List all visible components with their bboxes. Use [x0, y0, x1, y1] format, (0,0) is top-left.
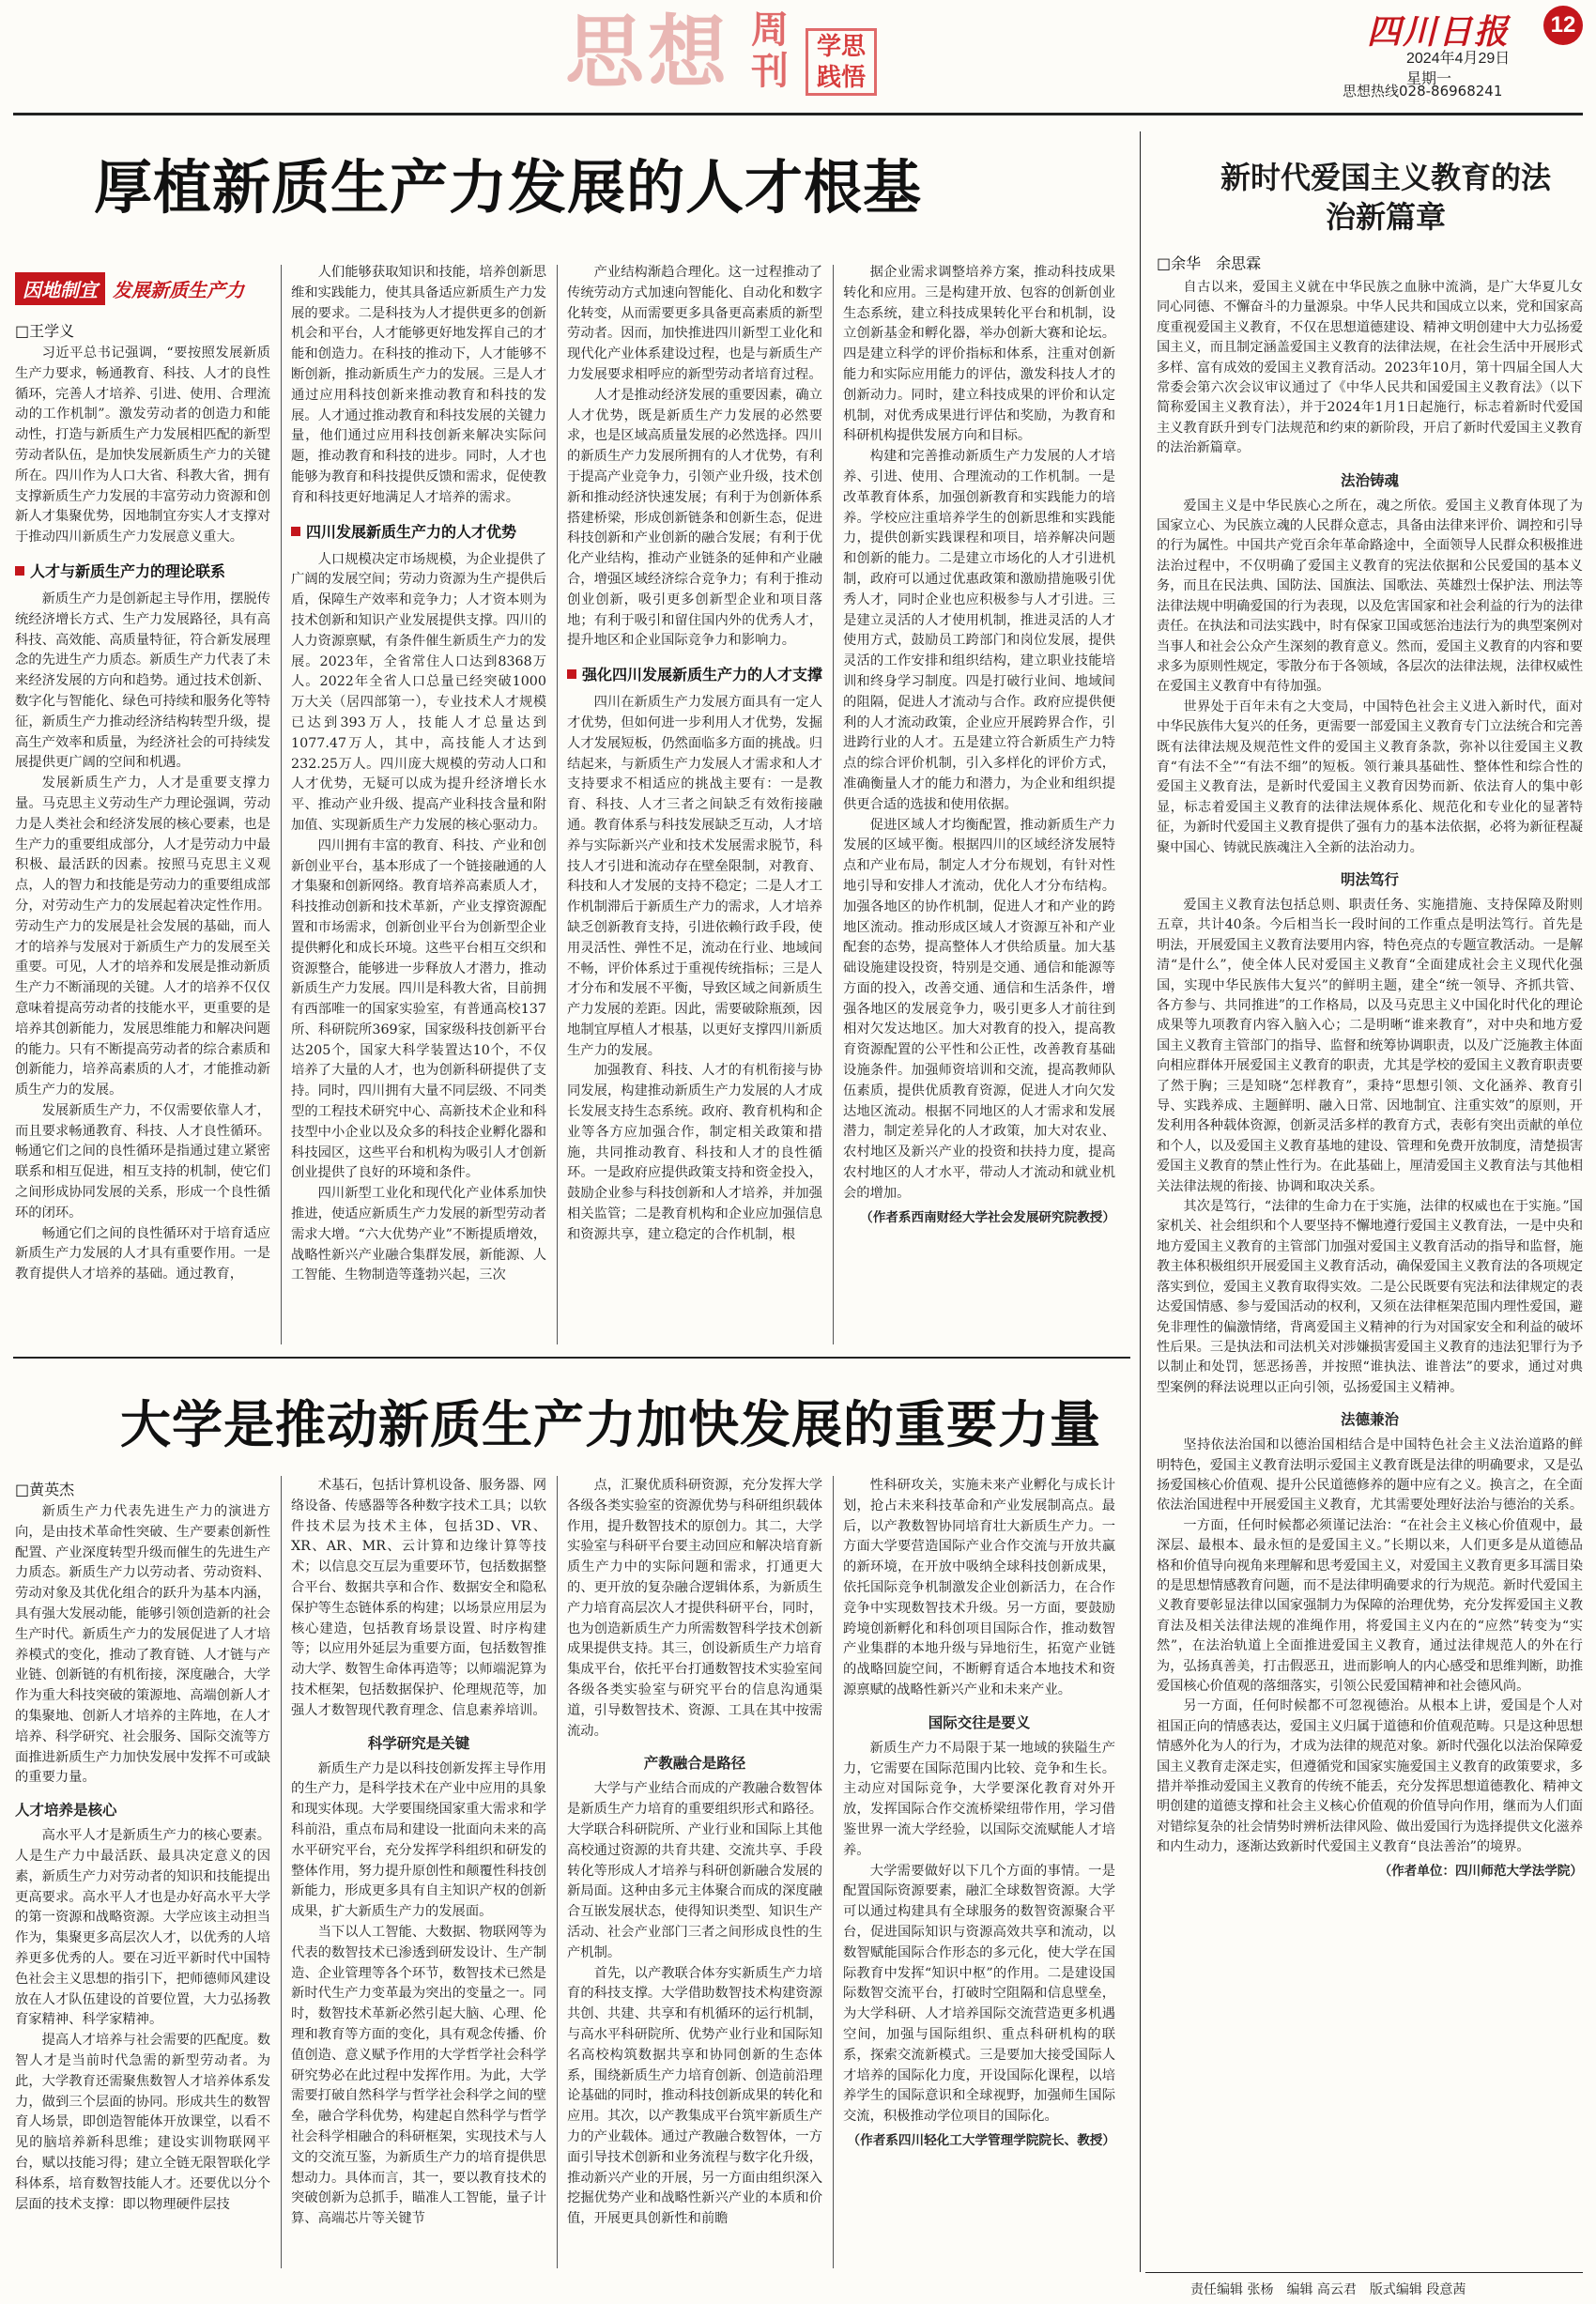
- paragraph: （作者系四川轻化工大学管理学院院长、教授）: [847, 2132, 1115, 2148]
- hotline: 思想热线028-86968241: [1343, 83, 1503, 100]
- column-divider: [833, 1476, 834, 2268]
- paragraph: 四川新型工业化和现代化产业体系加快推进，使适应新质生产力发展的新型劳动者需求大增。“六大优势产业”不断提质增效，战略性新兴产业融合集群发展，新能源、人工智能、生物制造等蓬勃兴起，三次: [291, 1186, 546, 1283]
- paragraph: 新质生产力是以科技创新发挥主导作用的生产力，是科学技术在产业中应用的具象和现实体现。大学要围绕国家重大需求和学科前沿，重点布局和建设一批面向未来的高水平研究平台，充分发挥学科组织和研发的整体作用，努力提升原创性和颠覆性科技创新能力，形成更多具有自主知识产权的创新成果，扩大新质生产力的发展面。: [291, 1760, 546, 1920]
- page-number-badge: 12: [1543, 6, 1583, 45]
- subheading: 产教融合是路径: [643, 1755, 746, 1773]
- paragraph: 一方面，任何时候都必须谨记法治：“在社会主义核心价值观中，最深层、最根本、最永恒的是爱国主义。”长期以来，人们更多是从道德品格和价值导向视角来理解和思考爱国主义，对爱国主义教育更多耳濡目染的是思想情感教育问题，而不是法律明确要求的行为规范。新时代爱国主义教育要彰显法律以国家强制力为保障的治理优势，充分发挥爱国主义教育法及相关法律法规的准绳作用，将爱国主义内在的“应然”转变为“实然”，在法治轨道上全面推进爱国主义教育，通过法律规范人的外在行为，弘扬真善美，打击假恶丑，进而影响人的内心感受和思维判断，助推爱国核心价值观的落细落实，引领公民爱国精神和社会德风尚。: [1157, 1517, 1583, 1694]
- article1-kicker: [15, 272, 244, 305]
- section-title: 思想: [565, 7, 731, 99]
- paragraph: 世界处于百年未有之大变局，中国特色社会主义进入新时代，面对中华民族伟大复兴的任务，更需要一部爱国主义教育专门立法统合和完善既有法律法规及规范性文件的爱国主义教育条款，弥补以往爱国主义教育“有法不全”“有法不细”的短板。领行兼具基础性、整体性和综合性的爱国主义教育法，是新时代爱国主义教育因势而新、依法育人的集中彰显，标志着爱国主义教育的法律法规体系化、规范化和专业化的显著特征，为新时代爱国主义教育提供了强有力的基本法依据，必将为新征程凝聚中国心、铸就民族魂注入全新的法治动力。: [1157, 699, 1583, 855]
- subheading: 法德兼治: [1340, 1411, 1399, 1429]
- article1-byline: □王学义: [15, 322, 75, 340]
- paragraph: 术基石，包括计算机设备、服务器、网络设备、传感器等各种数字技术工具；以软件技术层为技术主体，包括3D、VR、XR、AR、MR、云计算和边缘计算等技术；以信息交互层为重要环节，包括数据整合平台、数据共享和合作、数据安全和隐私保护等生态链体系的构建；以场景应用层为核心建造，包括教育场景设置、时序构建等；以应用外延层为重要方面，包括数智推动大学、数智生命体再造等；以师端泥算为技术框架，包括数据保护、伦理规范等，加强人才数智现代教育理念、信息素养培训。: [291, 1478, 546, 1718]
- paragraph: 发展新质生产力，不仅需要依靠人才，而且要求畅通教育、科技、人才良性循环。畅通它们之间的良性循环是指通过建立紧密联系和相互促进，相互支持的机制，使它们之间形成协同发展的关系，形成一个良性循环的闭环。: [15, 1102, 270, 1221]
- sidebar-divider: [1140, 131, 1141, 2272]
- column-divider: [557, 1476, 558, 2268]
- paragraph: 新质生产力是创新起主导作用，摆脱传统经济增长方式、生产力发展路径，具有高科技、高效能、高质量特征，符合新发展理念的先进生产力质态。新质生产力代表了未来经济发展的方向和趋势。通过技术创新、数字化与智能化、绿色可持续和服务化等特征，新质生产力推动经济结构转型升级，提高生产效率和质量，为经济社会的可持续发展提供更广阔的空间和机遇。: [15, 591, 270, 771]
- kicker-text: 发展新质生产力: [113, 279, 244, 301]
- article2-headline: 大学是推动新质生产力加快发展的重要力量: [120, 1395, 1101, 1454]
- paragraph: 四川在新质生产力发展方面具有一定人才优势，但如何进一步利用人才优势，发掘人才发展短板，仍然面临多方面的挑战。归结起来，与新质生产力发展人才需求和人才支持要求不相适应的挑战主要有：一是教育、科技、人才三者之间缺乏有效衔接融通。教育体系与科技发展缺乏互动，人才培养与实际新兴产业和技术发展需求脱节，科技人才引进和流动存在壁垒限制，对教育、科技和人才发展的支持不稳定；二是人才工作机制滞后于新质生产力的需求，人才培养缺乏创新教育支持，引进依赖行政手段，使用灵活性、弹性不足，流动在行业、地域间不畅，评价体系过于重视传统指标；三是人才分布和发展不平衡，导致区域之间新质生产力发展的差距。因此，需要破除瓶颈，因地制宜厚植人才根基，以更好支撑四川新质生产力的发展。: [567, 695, 822, 1058]
- paragraph: 加强教育、科技、人才的有机衔接与协同发展，构建推动新质生产力发展的人才成长发展支持生态系统。政府、教育机构和企业等各方应加强合作，制定相关政策和措施，共同推动教育、科技和人才的良性循环。一是政府应提供政策支持和资金投入，鼓励企业参与科技创新和人才培养，并加强相关监管；二是教育机构和企业应加强信息和资源共享，建立稳定的合作机制，根: [567, 1063, 822, 1242]
- subheading: 人才与新质生产力的理论联系: [15, 560, 270, 584]
- article2-column-3: [567, 1476, 822, 2266]
- footer-rule: [1145, 2272, 1583, 2273]
- article3-byline: □余华 余思霖: [1157, 254, 1262, 272]
- article2-column-4: [843, 1476, 1115, 2266]
- article2-column-1: [15, 1502, 270, 2266]
- issue-weekday: 星期一: [1406, 71, 1452, 87]
- subheading: 明法笃行: [1340, 870, 1399, 888]
- subheading: 科学研究是关键: [367, 1734, 470, 1752]
- paragraph: 据企业需求调整培养方案，推动科技成果转化和应用。三是构建开放、包容的创新创业生态系统，建立科技成果转化平台和机制，设立创新基金和孵化器，举办创新大赛和论坛。四是建立科学的评价指标和体系，注重对创新能力和实际应用能力的评估，激发科技人才的创新动力。同时，建立科技成果的评价和认定机制，对优秀成果进行评估和奖励，为教育和科研机构提供发展方向和目标。: [843, 265, 1115, 444]
- paragraph: 提高人才培养与社会需要的匹配度。数智人才是当前时代急需的新型劳动者。为此，大学教育还需聚焦数智人才培养体系发力，做到三个层面的协同。形成共生的数智育人场景，即创造智能体开放课堂，以看不见的脑培养新科思维；建设实训物联网平台，赋以技能习得；建立全链无限智联化学科体系，培育数智技能人才。还要优以分个层面的技术支撑：即以物理硬件层技: [15, 2033, 270, 2212]
- paragraph: （作者系西南财经大学社会发展研究院教授）: [860, 1209, 1115, 1225]
- column-divider: [557, 265, 558, 1344]
- masthead-rule: [13, 113, 1583, 115]
- column-box: 学思践悟: [806, 28, 877, 96]
- column-divider: [833, 265, 834, 1344]
- subheading: 法治铸魂: [1340, 471, 1399, 489]
- paragraph: 人们能够获取知识和技能，培养创新思维和实践能力，使其具备适应新质生产力发展的要求。二是科技为人才提供更多的创新机会和平台，人才能够更好地发挥自己的才能和创造力。在科技的推动下，人才能够不断创新，推动新质生产力的发展。三是人才通过应用科技创新来推动教育和科技的发展。人才通过推动教育和科技发展的关键力量，他们通过应用科技创新来解决实际问题，推动教育和科技的进步。同时，人才也能够为教育和科技提供反馈和需求，促使教育和科技更好地满足人才培养的需求。: [291, 265, 546, 505]
- paragraph: 另一方面，任何时候都不可忽视德治。从根本上讲，爱国是个人对祖国正向的情感表达，爱国主义归属于道德和价值观范畴。只是这种思想情感外化为人的行为，才成为法律的规范对象。新时代强化以法治保障爱国主义教育走深走实，但遵循党和国家实施爱国主义教育的政策要求，多措并举推动爱国主义教育的传统不能丢，充分发挥思想道德教化、精神文明创建的道德支撑和社会主义核心价值观的价值导向作用，继而为人们面对错综复杂的社会情势时辨析法律风险、做出爱国行为选择提供文化滋养和内生动力，逐渐达致新时代爱国主义教育“良法善治”的境界。: [1157, 1698, 1583, 1855]
- masthead: [0, 0, 1596, 122]
- article3-body: [1157, 278, 1583, 2266]
- paragraph: 点，汇聚优质科研资源，充分发挥大学各级各类实验室的资源优势与科研组织载体作用，提升数智技术的原创力。其二，大学实验室与科研平台要主动回应和解决培育新质生产力中的实际问题和需求，打通更大的、更开放的复杂融合逻辑体系，为新质生产力培育高层次人才提供科研平台，同时，也为创造新质生产力所需数智科学技术创新成果提供支持。其三，创设新质生产力培育集成平台，依托平台打通数智技术实验室间各级各类实验室与研究平台的信息沟通渠道，引导数智技术、资源、工具在其中按需流动。: [567, 1478, 822, 1739]
- paragraph: 首先，以产教联合体夯实新质生产力培育的科技支撑。大学借助数智技术构建资源共创、共建、共享和有机循环的运行机制，与高水平科研院所、优势产业行业和国际知名高校构筑数据共享和协同创新的生态体系，围绕新质生产力培育创新、创造前沿理论基础的同时，推动科技创新成果的转化和应用。其次，以产教集成平台筑牢新质生产力的产业载体。通过产教融合数智体，一方面引导技术创新和业务流程与数字化升级，推动新兴产业的开展，另一方面由组织深入挖掘优势产业和战略性新兴产业的本质和价值，开展更具创新性和前瞻: [567, 1965, 822, 2227]
- paragraph: 大学与产业结合而成的产教融合数智体是新质生产力培育的重要组织形式和路径。大学联合科研院所、产业行业和国际上其他高校通过资源的共育共建、交流共享、手段转化等形成人才培养与科研创新融合发展的新局面。这种由多元主体聚合而成的深度融合互嵌发展状态，使得知识类型、知识生产活动、社会产业部门三者之间形成良性的生产机制。: [567, 1781, 822, 1960]
- paragraph: 人口规模决定市场规模，为企业提供了广阔的发展空间；劳动力资源为生产提供后盾，保障生产效率和竞争力；人才资本则为技术创新和知识产业发展提供支撑。四川的人力资源禀赋，有条件催生新质生产力的发展。2023年，全省常住人口达到8368万人。2022年全省人口总量已经突破1000万大关（居四部第一），专业技术人才规模已达到393万人，技能人才总量达到1077.47万人，其中，高技能人才达到232.25万人。四川庞大规模的劳动人口和人才优势，无疑可以成为提升经济增长水平、推动产业升级、提高产业科技含量和附加值、实现新质生产力发展的核心驱动力。: [291, 551, 546, 833]
- paragraph: 自古以来，爱国主义就在中华民族之血脉中流淌，是广大华夏儿女同心同德、不懈奋斗的力量源泉。中华人民共和国成立以来，党和国家高度重视爱国主义教育，不仅在思想道德建设、精神文明创建中大力弘扬爱国主义，而且制定涵盖爱国主义教育的法律法规，在社会生活中开展形式多样、富有成效的爱国主义教育活动。2023年10月，第十四届全国人大常委会第六次会议审议通过了《中华人民共和国爱国主义教育法》（以下简称爱国主义教育法），并于2024年1月1日起施行，标志着新时代爱国主义教育跃升到专门法规范和约束的新阶段，开启了新时代爱国主义教育的法治新篇章。: [1157, 280, 1583, 456]
- paragraph: 当下以人工智能、大数据、物联网等为代表的数智技术已渗透到研发设计、生产制造、企业管理等各个环节，数智技术已然是新时代生产力变革最为突出的变量之一。同时，数智技术革新必然引起大脑、心理、伦理和教育等方面的变化，具有观念传播、价值创造、意义赋予作用的大学哲学社会科学研究势必在此过程中发挥作用。为此，大学需要打破自然科学与哲学社会科学之间的壁垒，融合学科优势，构建起自然科学与哲学社会科学相融合的科研框架，实现技术与人文的交流互鉴，为新质生产力的培育提供思想动力。具体而言，其一，要以教育技术的突破创新为总抓手，瞄准人工智能，量子计算、高端芯片等关键节: [291, 1924, 546, 2227]
- subheading: 强化四川发展新质生产力的人才支撑: [567, 663, 822, 687]
- paragraph: 坚持依法治国和以德治国相结合是中国特色社会主义法治道路的鲜明特色，爱国主义教育法明示爱国主义教育既是法律的明确要求，又是弘扬爱国核心价值观、提升公民道德修养的题中应有之义。换言之，在全面依法治国进程中开展爱国主义教育，尤其需要处理好法治与德治的关系。: [1157, 1437, 1583, 1513]
- editor-credits: 责任编辑 张杨 编辑 高云君 版式编辑 段意茜: [1190, 2282, 1466, 2297]
- paragraph: 其次是笃行，“法律的生命力在于实施，法律的权威也在于实施。”国家机关、社会组织和个人要坚持不懈地遵行爱国主义教育法，一是中央和地方爱国主义教育的主管部门加强对爱国主义教育活动的指导和监督，施教主体积极组织开展爱国主义教育活动，确保爱国主义教育法的各项规定落实到位，爱国主义教育取得实效。二是公民既要有宪法和法律规定的表达爱国情感、参与爱国活动的权利，又须在法律框架范围内理性爱国，避免非理性的偏激情绪，背离爱国主义精神的行为对国家安全和利益的破坏性后果。三是执法和司法机关对涉嫌损害爱国主义教育的违法犯罪行为予以制止和处罚，惩恶扬善，并按照“谁执法、谁普法”的要求，通过对典型案例的释法说理以正向引领，弘扬爱国主义精神。: [1157, 1199, 1583, 1395]
- article1-column-3: [567, 263, 822, 1343]
- paragraph: 产业结构渐趋合理化。这一过程推动了传统劳动方式加速向智能化、自动化和数字化转变，从而需要更多具备更高素质的新型劳动者。因而，加快推进四川新型工业化和现代化产业体系建设过程，也是与新质生产力发展要求相呼应的新型劳动者培育过程。: [567, 265, 822, 382]
- article1-column-4: [843, 263, 1115, 1343]
- paragraph: 大学需要做好以下几个方面的事情。一是配置国际资源要素，融汇全球数智资源。大学可以通过构建具有全球服务的数智资源聚合平台，促进国际知识与资源高效共享和流动，以数智赋能国际合作形态的多元化，使大学在国际教育中发挥“知识中枢”的作用。二是建设国际数智交流平台，打破时空阻隔和信息壁垒，为大学科研、人才培养国际交流营造更多机遇空间，加强与国际组织、重点科研机构的联系，探索交流新模式。三是要加大接受国际人才培养的国际化力度，开设国际化课程，以培养学生的国际意识和全球视野，加强师生国际交流，积极推动学位项目的国际化。: [843, 1863, 1115, 2125]
- column-divider: [281, 1476, 282, 2268]
- paragraph: 爱国主义教育法包括总则、职责任务、实施措施、支持保障及附则五章，共计40条。今后相当长一段时间的工作重点是明法笃行。首先是明法，开展爱国主义教育法要用内容，特色亮点的专题宣教活动。一是解清“是什么”，使全体人民对爱国主义教育“全面建成社会主义现代化强国，实现中华民族伟大复兴”的鲜明主题，建全“统一领导、齐抓共管、各方参与、共同推进”的工作格局，以及马克思主义中国化时代化的理论成果等九项教育内容入脑入心；二是明晰“谁来教育”，对中央和地方爱国主义教育主管部门的指导、监督和统筹协调职责，以及广泛施教主体面向相应群体开展爱国主义教育的职责，尤其是学校的爱国主义教育职责要了然于胸；三是知晓“怎样教育”，秉持“思想引领、文化涵养、教育引导、实践养成、主题鲜明、融入日常、因地制宜、注重实效”的原则，开发利用各种载体资源，创新灵活多样的教育方式，表彰有突出贡献的单位和个人，以及爱国主义教育基地的建设、管理和免费开放制度，清楚损害爱国主义教育的禁止性行为。在此基础上，厘清爱国主义教育法与其他相关法律法规的衔接、协调和取决关系。: [1157, 897, 1583, 1194]
- paragraph: 发展新质生产力，人才是重要支撑力量。马克思主义劳动生产力理论强调，劳动力是人类社会和经济发展的核心要素，也是生产力的重要组成部分，人才是劳动力中最积极、最活跃的因素。按照马克思主义观点，人的智力和技能是劳动力的重要组成部分，对劳动生产力的发展起着决定性作用。劳动生产力的发展是社会发展的基础，而人才的培养与发展对于新质生产力的发展至关重要。可见，人才的培养和发展是推动新质生产力不断涌现的关键。人才的培养不仅仅意味着提高劳动者的技能水平，更重要的是培养其创新能力，发展思维能力和解决问题的能力。只有不断提高劳动者的综合素质和创新能力，培养高素质的人才，才能推动新质生产力的发展。: [15, 776, 270, 1098]
- article1-column-1: [15, 344, 270, 1343]
- paragraph: 人才是推动经济发展的重要因素，确立人才优势，既是新质生产力发展的必然要求，也是区域高质量发展的必然选择。四川的新质生产力发展所拥有的人才优势，有利于提高产业竞争力，引领产业升级，技术创新和推动经济快速发展；有利于为创新体系搭建桥梁，形成创新链条和创新生态，促进科技创新和产业创新的融合发展；有利于优化产业结构，推动产业链条的延伸和产业融合，增强区域经济综合竞争力；有利于推动创业创新，吸引更多创新型企业和项目落地；有利于吸引和留住国内外的优秀人才，提升地区和企业国际竞争力和影响力。: [567, 387, 822, 649]
- article2-byline: □黄英杰: [15, 1481, 75, 1498]
- column-divider: [281, 265, 282, 1344]
- paragraph: 习近平总书记强调，“要按照发展新质生产力要求，畅通教育、科技、人才的良性循环，完善人才培养、引进、使用、合理流动的工作机制”。激发劳动者的创造力和能动性，打造与新质生产力发展相匹配的新型劳动者队伍，是加快发展新质生产力的关键所在。四川作为人口大省、科教大省，拥有支撑新质生产力发展的丰富劳动力资源和创新人才集聚优势，因地制宜夯实人才支撑对于推动四川新质生产力发展意义重大。: [15, 346, 270, 545]
- paragraph: 爱国主义是中华民族心之所在，魂之所依。爱国主义教育体现了为国家立心、为民族立魂的人民群众意志，具备由法律来评价、调控和引导的行为属性。中国共产党百余年革命路途中，全面领导人民群众积极推进法治过程中，不仅明确了爱国主义教育的宪法依据和公民爱国的基本义务，而且在民法典、国防法、国旗法、国歌法、英雄烈士保护法、刑法等法律法规中明确爱国的行为表现，以及危害国家和社会利益的行为的法律责任。在执法和司法实践中，时有保家卫国或惩治违法行为的典型案例对当事人和社会公众产生深刻的教育意义。然而，爱国主义教育的内容和要求多为原则性规定，零散分布于各领域，各层次的法律法规，法律权威性在爱国主义教育中有待加强。: [1157, 498, 1583, 695]
- subheading: 国际交往是要义: [928, 1713, 1031, 1731]
- section-rule: [13, 1357, 1130, 1359]
- subheading: 四川发展新质生产力的人才优势: [291, 520, 546, 545]
- paragraph: 性科研攻关，实施未来产业孵化与成长计划，抢占未来科技革命和产业发展制高点。最后，以产教数智协同培育壮大新质生产力。一方面大学要营造国际产业合作交流与开放共赢的新环境，在开放中吸纳全球科技创新成果，依托国际竞争机制激发企业创新活力，在合作竞争中实现数智技术升级。另一方面，要鼓励跨境创新孵化和科创项目国际合作，推动数智产业集群的本地升级与异地衍生，拓宽产业链的战略回旋空间，不断孵育适合本地技术和资源禀赋的战略性新兴产业和未来产业。: [843, 1478, 1115, 1697]
- article2-column-2: [291, 1476, 546, 2266]
- kicker-tag: 因地制宜: [15, 272, 105, 305]
- article1-column-2: [291, 263, 546, 1343]
- paragraph: 四川拥有丰富的教育、科技、产业和创新创业平台，基本形成了一个链接融通的人才集聚和创新网络。教育培养高素质人才，科技推动创新和技术革新，产业支撑资源配置和市场需求，创新创业平台为创新型企业提供孵化和成长环境。这些平台相互交织和资源整合，能够进一步释放人才潜力，推动新质生产力发展。四川是科教大省，目前拥有西部唯一的国家实验室，有普通高校137所、科研院所369家，国家级科技创新平台达205个，国家大科学装置达10个，不仅培养了大量的人才，也为创新科研提供了支持。同时，四川拥有大量不同层级、不同类型的工程技术研究中心、高新技术企业和科技型中小企业以及众多的科技企业孵化器和科技园区，这些平台和机构为吸引人才创新创业提供了良好的环境和条件。: [291, 837, 546, 1181]
- newspaper-logo: 四川日报: [1367, 12, 1511, 52]
- paragraph: （作者单位：四川师范大学法学院）: [1378, 1863, 1583, 1879]
- article1-headline: 厚植新质生产力发展的人才根基: [94, 153, 923, 222]
- subheading: 人才培养是核心: [15, 1802, 117, 1820]
- paragraph: 促进区域人才均衡配置，推动新质生产力发展的区域平衡。根据四川的区域经济发展特点和产业布局，制定人才分布规划，有针对性地引导和安排人才流动，优化人才分布结构。加强各地区的协作机制，促进人才和产业的跨地区流动。推动形成区域人才资源互补和产业配套的态势，提高整体人才供给质量。加大基础设施建设投资，特别是交通、通信和能源等方面的投入，改善交通、通信和生活条件，增强各地区的发展竞争力，吸引更多人才前往到相对欠发达地区。加大对教育的投入，提高教育资源配置的公平性和公正性，改善教育基础设施条件。加强师资培训和交流，提高教师队伍素质，提供优质教育资源，促进人才向欠发达地区流动。根据不同地区的人才需求和发展潜力，制定差异化的人才政策，加大对农业、农村地区及新兴产业的投资和扶持力度，提高农村地区的人才水平，带动人才流动和就业机会的增加。: [843, 817, 1115, 1201]
- weekly-label: 周刊: [751, 8, 789, 93]
- paragraph: 新质生产力代表先进生产力的演进方向，是由技术革命性突破、生产要素创新性配置、产业深度转型升级而催生的先进生产力质态。新质生产力以劳动者、劳动资料、劳动对象及其优化组合的跃升为基本内涵，具有强大发展动能，能够引领创造新的社会生产时代。新质生产力的发展促进了人才培养模式的变化，推动了教育链、人才链与产业链、创新链的有机衔接，深度融合，大学作为重大科技突破的策源地、高端创新人才的集聚地、创新人才培养的主阵地，在人才培养、科学研究、社会服务、国际交流等方面推进新质生产力加快发展中发挥不可或缺的重要力量。: [15, 1504, 270, 1786]
- article3-headline: 新时代爱国主义教育的法治新篇章: [1220, 160, 1551, 235]
- paragraph: 畅通它们之间的良性循环对于培育适应新质生产力发展的人才具有重要作用。一是教育提供人才培养的基础。通过教育，: [15, 1225, 270, 1283]
- paragraph: 高水平人才是新质生产力的核心要素。人是生产力中最活跃、最具决定意义的因素，新质生产力对劳动者的知识和技能提出更高要求。高水平人才也是办好高水平大学的第一资源和战略资源。大学应该主动担当作为，集聚更多高层次人才，以优秀的人培养更多优秀的人。要在习近平新时代中国特色社会主义思想的指引下，把师德师风建设放在人才队伍建设的首要位置，大力弘扬教育家精神、科学家精神。: [15, 1828, 270, 2028]
- paragraph: 新质生产力不局限于某一地域的狭隘生产力，它需要在国际范围内比较、竞争和生长。主动应对国际竞争，大学要深化教育对外开放，发挥国际合作交流桥梁纽带作用，学习借鉴世界一流大学经验，以国际交流赋能人才培养。: [843, 1740, 1115, 1858]
- paragraph: 构建和完善推动新质生产力发展的人才培养、引进、使用、合理流动的工作机制。一是改革教育体系，加强创新教育和实践能力的培养。学校应注重培养学生的创新思维和实践能力，提供创新实践课程和项目，培养解决问题和创新的能力。二是建立市场化的人才引进机制，政府可以通过优惠政策和激励措施吸引优秀人才，同时企业也应积极参与人才引进。三是建立灵活的人才使用机制，推进灵活的人才使用方式，鼓励员工跨部门和岗位发展，提供灵活的工作安排和组织结构，建立职业技能培训和终身学习制度。四是打破行业间、地域间的阻隔，促进人才流动与合作。政府应提供便利的人才流动政策，企业应开展跨界合作，引进跨行业的人才。五是建立符合新质生产力特点的综合评价机制，引入多样化的评价方式，准确衡量人才的能力和潜力，为企业和组织提供更合适的选拔和使用依据。: [843, 449, 1115, 812]
- issue-date: 2024年4月29日: [1406, 51, 1511, 67]
